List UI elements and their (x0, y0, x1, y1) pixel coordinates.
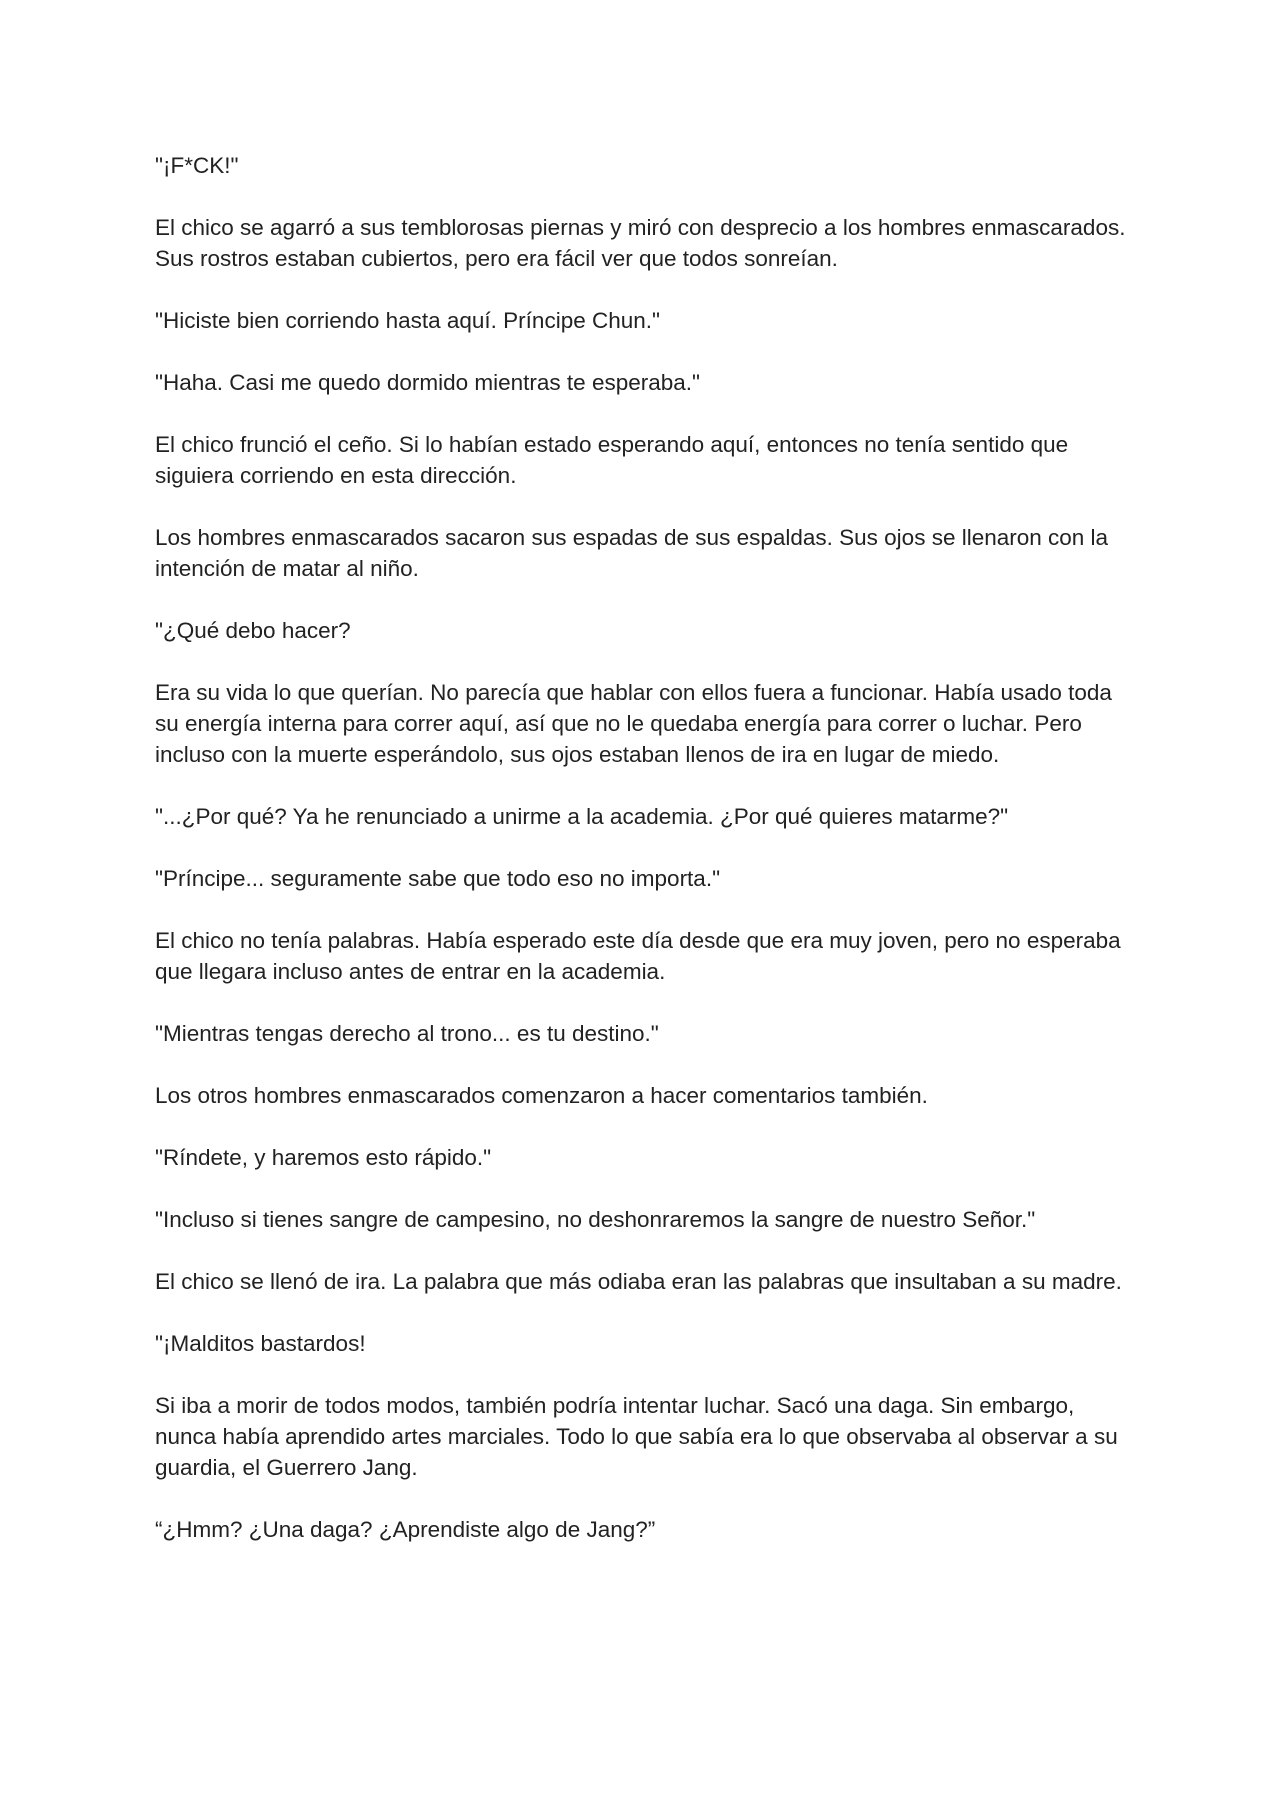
paragraph: El chico frunció el ceño. Si lo habían estado esperando aquí, entonces no tenía sentido que siguiera corriendo en esta dirección. (155, 432, 1069, 488)
paragraph: El chico no tenía palabras. Había esperado este día desde que era muy joven, pero no esperaba que llegara incluso antes de entrar en la academia. (155, 928, 1121, 984)
paragraph: "Incluso si tienes sangre de campesino, no deshonraremos la sangre de nuestro Señor." (155, 1207, 1036, 1232)
paragraph: Los otros hombres enmascarados comenzaron a hacer comentarios también. (155, 1083, 928, 1108)
paragraph: Si iba a morir de todos modos, también podría intentar luchar. Sacó una daga. Sin embargo, nunca había aprendido artes marciales. Todo lo que sabía era lo que observaba al observar a su guardia, el Guerrero Jang. (155, 1393, 1118, 1480)
paragraph: "...¿Por qué? Ya he renunciado a unirme a la academia. ¿Por qué quieres matarme?" (155, 804, 1009, 829)
paragraph: "Haha. Casi me quedo dormido mientras te esperaba." (155, 370, 701, 395)
document-body (155, 150, 1135, 1576)
paragraph: “¿Hmm? ¿Una daga? ¿Aprendiste algo de Jang?” (155, 1517, 656, 1542)
paragraph: "Hiciste bien corriendo hasta aquí. Príncipe Chun." (155, 308, 660, 333)
paragraph: "¿Qué debo hacer? (155, 618, 351, 643)
paragraph: El chico se agarró a sus temblorosas piernas y miró con desprecio a los hombres enmascarados. Sus rostros estaban cubiertos, pero era fácil ver que todos sonreían. (155, 215, 1126, 271)
paragraph: "¡F*CK!" (155, 153, 239, 178)
paragraph: "Mientras tengas derecho al trono... es tu destino." (155, 1021, 659, 1046)
paragraph: Era su vida lo que querían. No parecía que hablar con ellos fuera a funcionar. Había usado toda su energía interna para correr aquí, así que no le quedaba energía para correr o luchar. Pero incluso con la muerte esperándolo, sus ojos estaban llenos de ira en lugar de miedo. (155, 680, 1112, 767)
paragraph: "Príncipe... seguramente sabe que todo eso no importa." (155, 866, 721, 891)
paragraph: "Ríndete, y haremos esto rápido." (155, 1145, 492, 1170)
paragraph: Los hombres enmascarados sacaron sus espadas de sus espaldas. Sus ojos se llenaron con la intención de matar al niño. (155, 525, 1109, 581)
paragraph: "¡Malditos bastardos! (155, 1331, 366, 1356)
paragraph: El chico se llenó de ira. La palabra que más odiaba eran las palabras que insultaban a su madre. (155, 1269, 1122, 1294)
